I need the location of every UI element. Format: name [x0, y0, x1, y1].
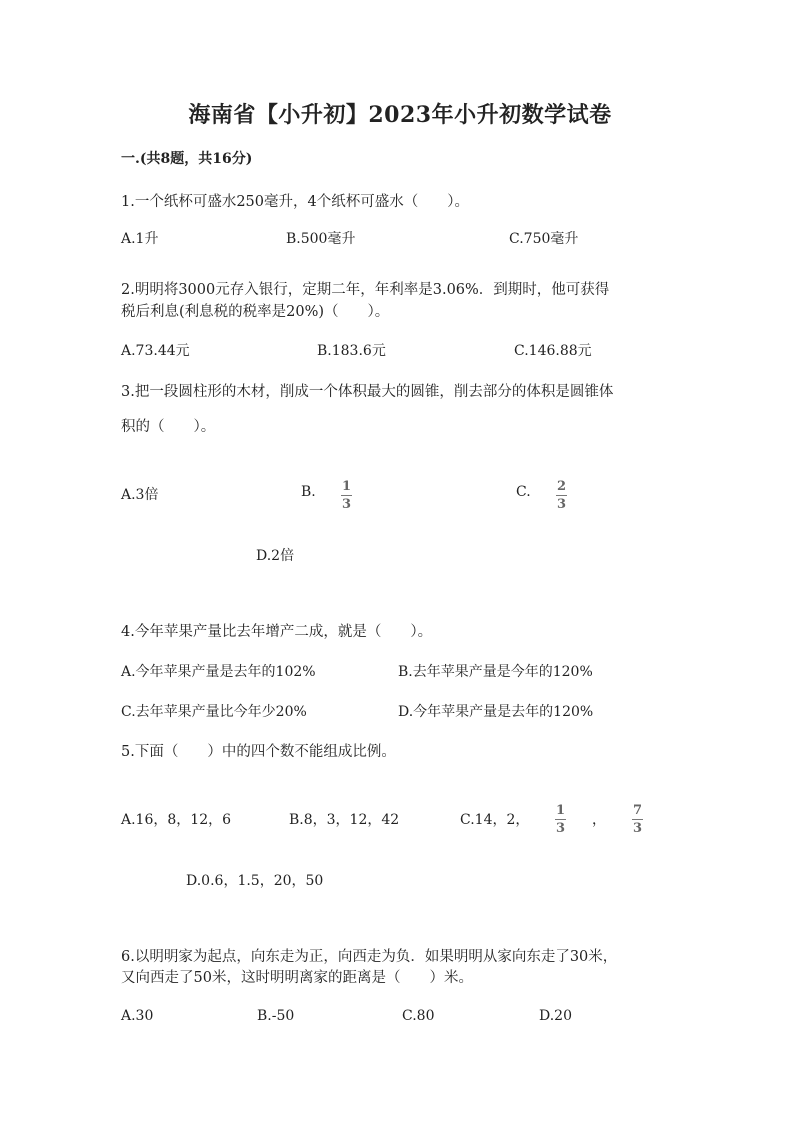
section-heading: 一.(共8题，共16分): [121, 151, 253, 167]
q5-option-c[interactable]: C.14，2，: [460, 812, 530, 828]
q5-option-a[interactable]: A.16，8，12，6: [121, 812, 232, 828]
q4-option-d[interactable]: D.今年苹果产量是去年的120%: [398, 704, 594, 720]
q3-option-a[interactable]: A.3倍: [121, 487, 159, 503]
fraction-denominator: 3: [555, 821, 566, 836]
q5-option-c-separator: ，: [592, 812, 606, 828]
fraction-bar: [556, 495, 567, 496]
q3-option-c-fraction: [556, 480, 567, 511]
fraction-numerator: 7: [632, 803, 643, 818]
question-4: 4.今年苹果产量比去年增产二成，就是（ ）。: [121, 624, 433, 640]
question-2-line-2: 税后利息(利息税的税率是20%)（ ）。: [121, 304, 390, 320]
question-1: 1.一个纸杯可盛水250毫升，4个纸杯可盛水（ ）。: [121, 194, 469, 210]
q6-option-d[interactable]: D.20: [539, 1008, 572, 1024]
q3-option-d[interactable]: D.2倍: [256, 548, 295, 564]
q5-option-c-fraction-1: [555, 804, 566, 835]
q5-option-d[interactable]: D.0.6，1.5，20，50: [186, 873, 324, 889]
fraction-numerator: 2: [556, 479, 567, 494]
q6-option-a[interactable]: A.30: [121, 1008, 154, 1024]
question-3-line-1: 3.把一段圆柱形的木材，削成一个体积最大的圆锥，削去部分的体积是圆锥体: [121, 384, 614, 400]
q6-option-b[interactable]: B.-50: [257, 1008, 295, 1024]
question-5: 5.下面（ ）中的四个数不能组成比例。: [121, 744, 396, 760]
question-3-line-2: 积的（ ）。: [121, 419, 216, 435]
fraction-numerator: 1: [341, 479, 352, 494]
fraction-numerator: 1: [555, 803, 566, 818]
q1-option-a[interactable]: A.1升: [121, 231, 159, 247]
q5-option-b[interactable]: B.8，3，12，42: [289, 812, 400, 828]
q5-option-c-fraction-2: [632, 804, 643, 835]
fraction-bar: [341, 495, 352, 496]
q3-option-b-fraction: [341, 480, 352, 511]
q2-option-a[interactable]: A.73.44元: [121, 343, 190, 359]
fraction-denominator: 3: [556, 497, 567, 512]
question-2-line-1: 2.明明将3000元存入银行，定期二年，年利率是3.06%．到期时，他可获得: [121, 282, 610, 298]
question-6-line-2: 又向西走了50米，这时明明离家的距离是（ ）米。: [121, 970, 473, 986]
q3-option-c[interactable]: C.: [516, 484, 531, 500]
q4-option-b[interactable]: B.去年苹果产量是今年的120%: [398, 664, 593, 680]
q1-option-b[interactable]: B.500毫升: [286, 231, 356, 247]
q4-option-c[interactable]: C.去年苹果产量比今年少20%: [121, 704, 307, 720]
exam-title: 海南省【小升初】2023年小升初数学试卷: [188, 102, 612, 128]
fraction-bar: [555, 819, 566, 820]
q4-option-a[interactable]: A.今年苹果产量是去年的102%: [121, 664, 316, 680]
fraction-denominator: 3: [632, 821, 643, 836]
question-6-line-1: 6.以明明家为起点，向东走为正，向西走为负．如果明明从家向东走了30米，: [121, 949, 618, 965]
q3-option-b[interactable]: B.: [301, 484, 316, 500]
fraction-denominator: 3: [341, 497, 352, 512]
q6-option-c[interactable]: C.80: [402, 1008, 435, 1024]
q2-option-b[interactable]: B.183.6元: [317, 343, 386, 359]
q2-option-c[interactable]: C.146.88元: [514, 343, 592, 359]
fraction-bar: [632, 819, 643, 820]
q1-option-c[interactable]: C.750毫升: [509, 231, 579, 247]
